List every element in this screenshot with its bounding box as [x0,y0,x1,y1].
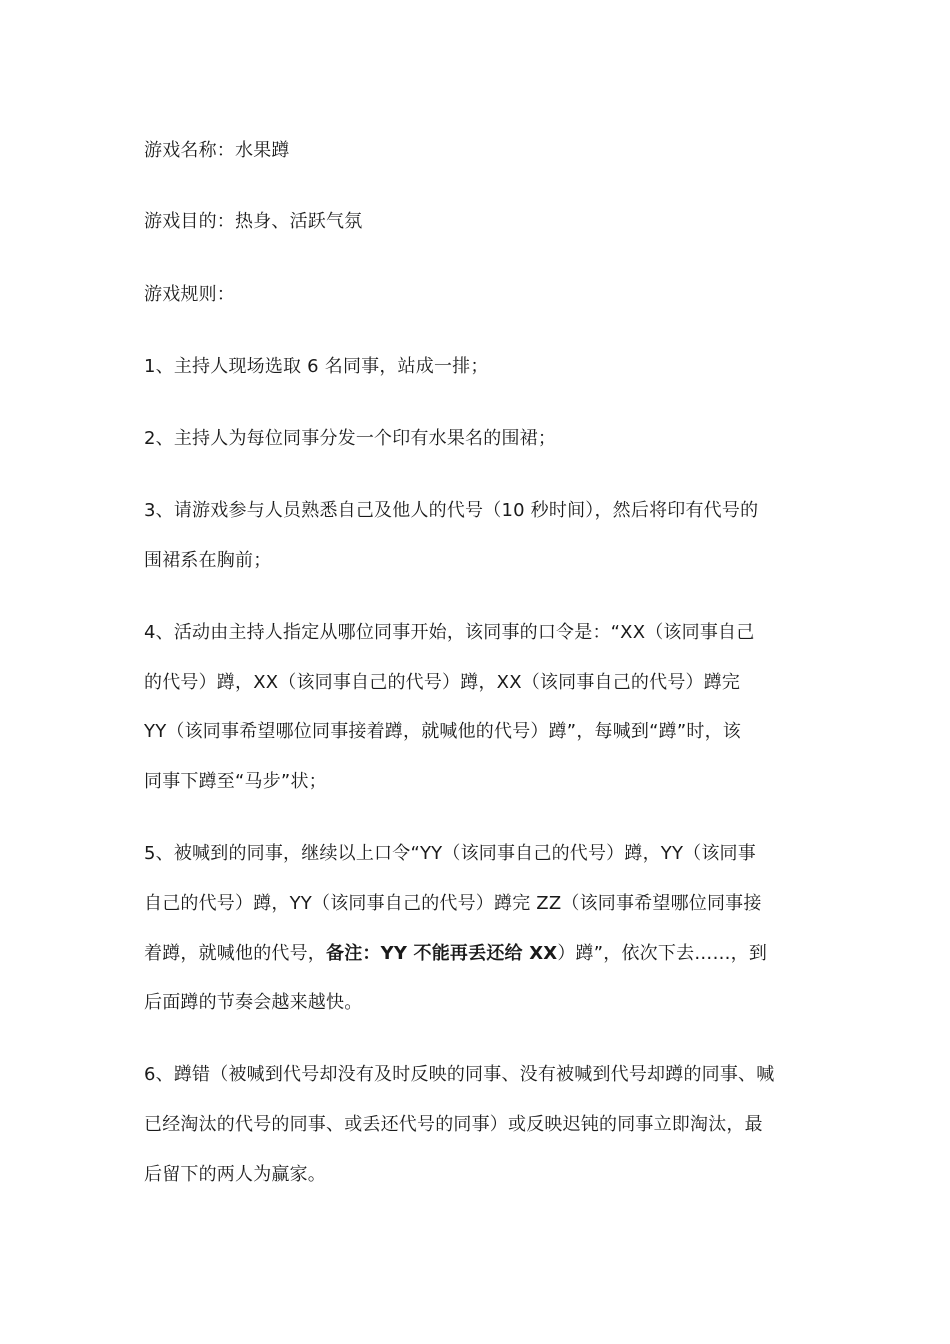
rule-2: 2、主持人为每位同事分发一个印有水果名的围裙； [144,428,557,449]
rule-3-line-2: 围裙系在胸前； [144,550,272,571]
rule-4-line-1: 4、活动由主持人指定从哪位同事开始，该同事的口令是：“XX（该同事自己 [144,622,755,643]
rule-5-line-1: 5、被喊到的同事，继续以上口令“YY（该同事自己的代号）蹲，YY（该同事 [144,843,756,864]
rule-4-line-3: YY（该同事希望哪位同事接着蹲，就喊他的代号）蹲”，每喊到“蹲”时，该 [144,721,741,742]
rule-5-line-3-text-c: ）蹲”，依次下去……，到 [557,943,768,964]
rule-5-line-2: 自己的代号）蹲，YY（该同事自己的代号）蹲完 ZZ（该同事希望哪位同事接 [144,893,762,914]
rule-4-line-2: 的代号）蹲，XX（该同事自己的代号）蹲，XX（该同事自己的代号）蹲完 [144,672,741,693]
rule-5-note-bold: 备注：YY 不能再丢还给 XX [326,943,558,964]
rule-3-line-1: 3、请游戏参与人员熟悉自己及他人的代号（10 秒时间），然后将印有代号的 [144,500,759,521]
rule-6-line-3: 后留下的两人为赢家。 [144,1164,326,1185]
rule-4-line-4: 同事下蹲至“马步”状； [144,771,327,792]
rule-5-line-3-text-a: 着蹲，就喊他的代号， [144,943,326,964]
rule-6-line-2: 已经淘汰的代号的同事、或丢还代号的同事）或反映迟钝的同事立即淘汰，最 [144,1114,763,1135]
game-goal-line: 游戏目的：热身、活跃气氛 [144,211,363,232]
rule-1: 1、主持人现场选取 6 名同事，站成一排； [144,356,489,377]
rule-6-line-1: 6、蹲错（被喊到代号却没有及时反映的同事、没有被喊到代号却蹲的同事、喊 [144,1064,775,1085]
game-name-line: 游戏名称：水果蹲 [144,140,290,161]
rule-5-line-4: 后面蹲的节奏会越来越快。 [144,992,363,1013]
rules-heading: 游戏规则： [144,284,235,305]
rule-5-line-3 [144,942,767,966]
